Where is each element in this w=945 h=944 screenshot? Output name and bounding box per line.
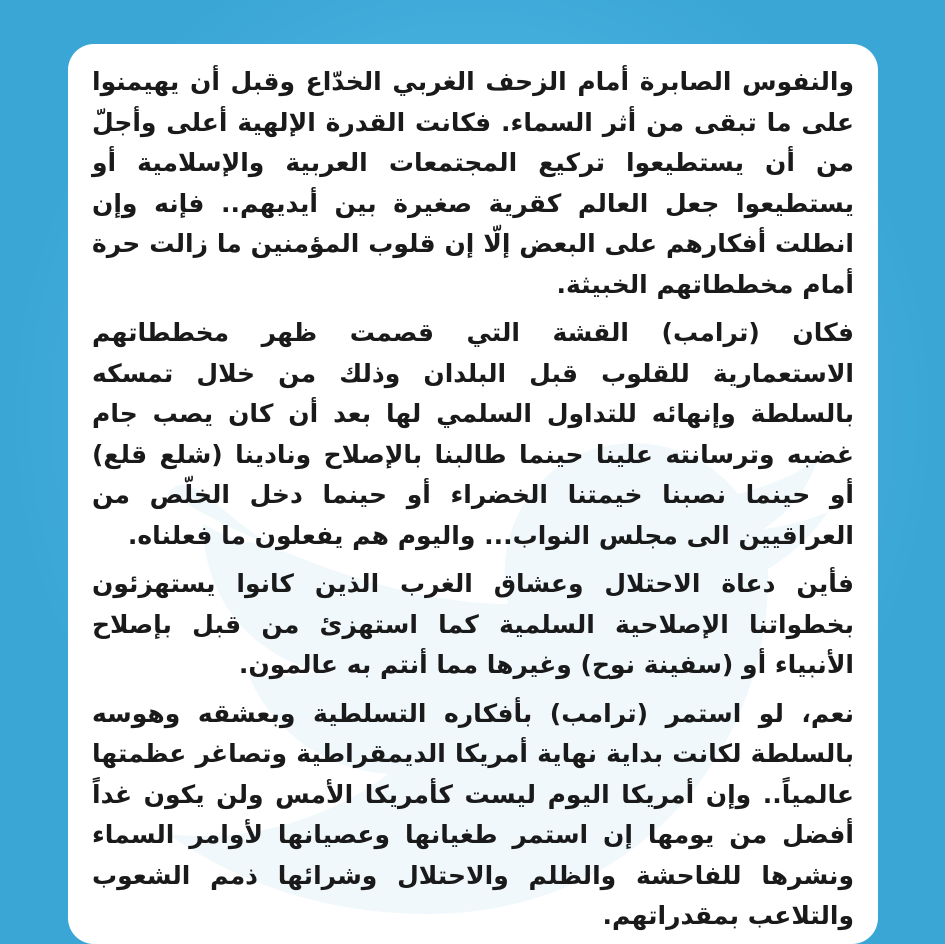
article-card [68,44,878,944]
paragraph-2: فكان (ترامب) القشة التي قصمت ظهر مخططاتهم الاستعمارية للقلوب قبل البلدان وذلك من خلال تمسكه بالسلطة وإنهائه للتداول السلمي لها بعد أن كان يصب جام غضبه وترسانته علينا حينما طالبنا بالإصلاح ونادينا (شلع قلع) أو حينما نصبنا خيمتنا الخضراء أو حينما دخل الخلّص من العراقيين الى مجلس النواب... واليوم هم يفعلون ما فعلناه. [92,318,854,550]
paragraph-1: والنفوس الصابرة أمام الزحف الغربي الخدّاع وقبل أن يهيمنوا على ما تبقى من أثر السماء. فكانت القدرة الإلهية أعلى وأجلّ من أن يستطيعوا تركيع المجتمعات العربية والإسلامية أو يستطيعوا جعل العالم كقرية صغيرة بين أيديهم.. فإنه وإن انطلت أفكارهم على البعض إلّا إن قلوب المؤمنين ما زالت حرة أمام مخططاتهم الخبيثة. [92,67,854,299]
article-text [92,62,854,944]
paragraph-3: فأين دعاة الاحتلال وعشاق الغرب الذين كانوا يستهزئون بخطواتنا الإصلاحية السلمية كما استهزئ من قبل بإصلاح الأنبياء أو (سفينة نوح) وغيرها مما أنتم به عالمون. [92,569,854,679]
paragraph-4: نعم، لو استمر (ترامب) بأفكاره التسلطية وبعشقه وهوسه بالسلطة لكانت بداية نهاية أمريكا الديمقراطية وتصاغر عظمتها عالمياً.. وإن أمريكا اليوم ليست كأمريكا الأمس ولن يكون غداً أفضل من يومها إن استمر طغيانها وعصيانها لأوامر السماء ونشرها للفاحشة والظلم والاحتلال وشرائها ذمم الشعوب والتلاعب بمقدراتهم. [92,698,854,930]
